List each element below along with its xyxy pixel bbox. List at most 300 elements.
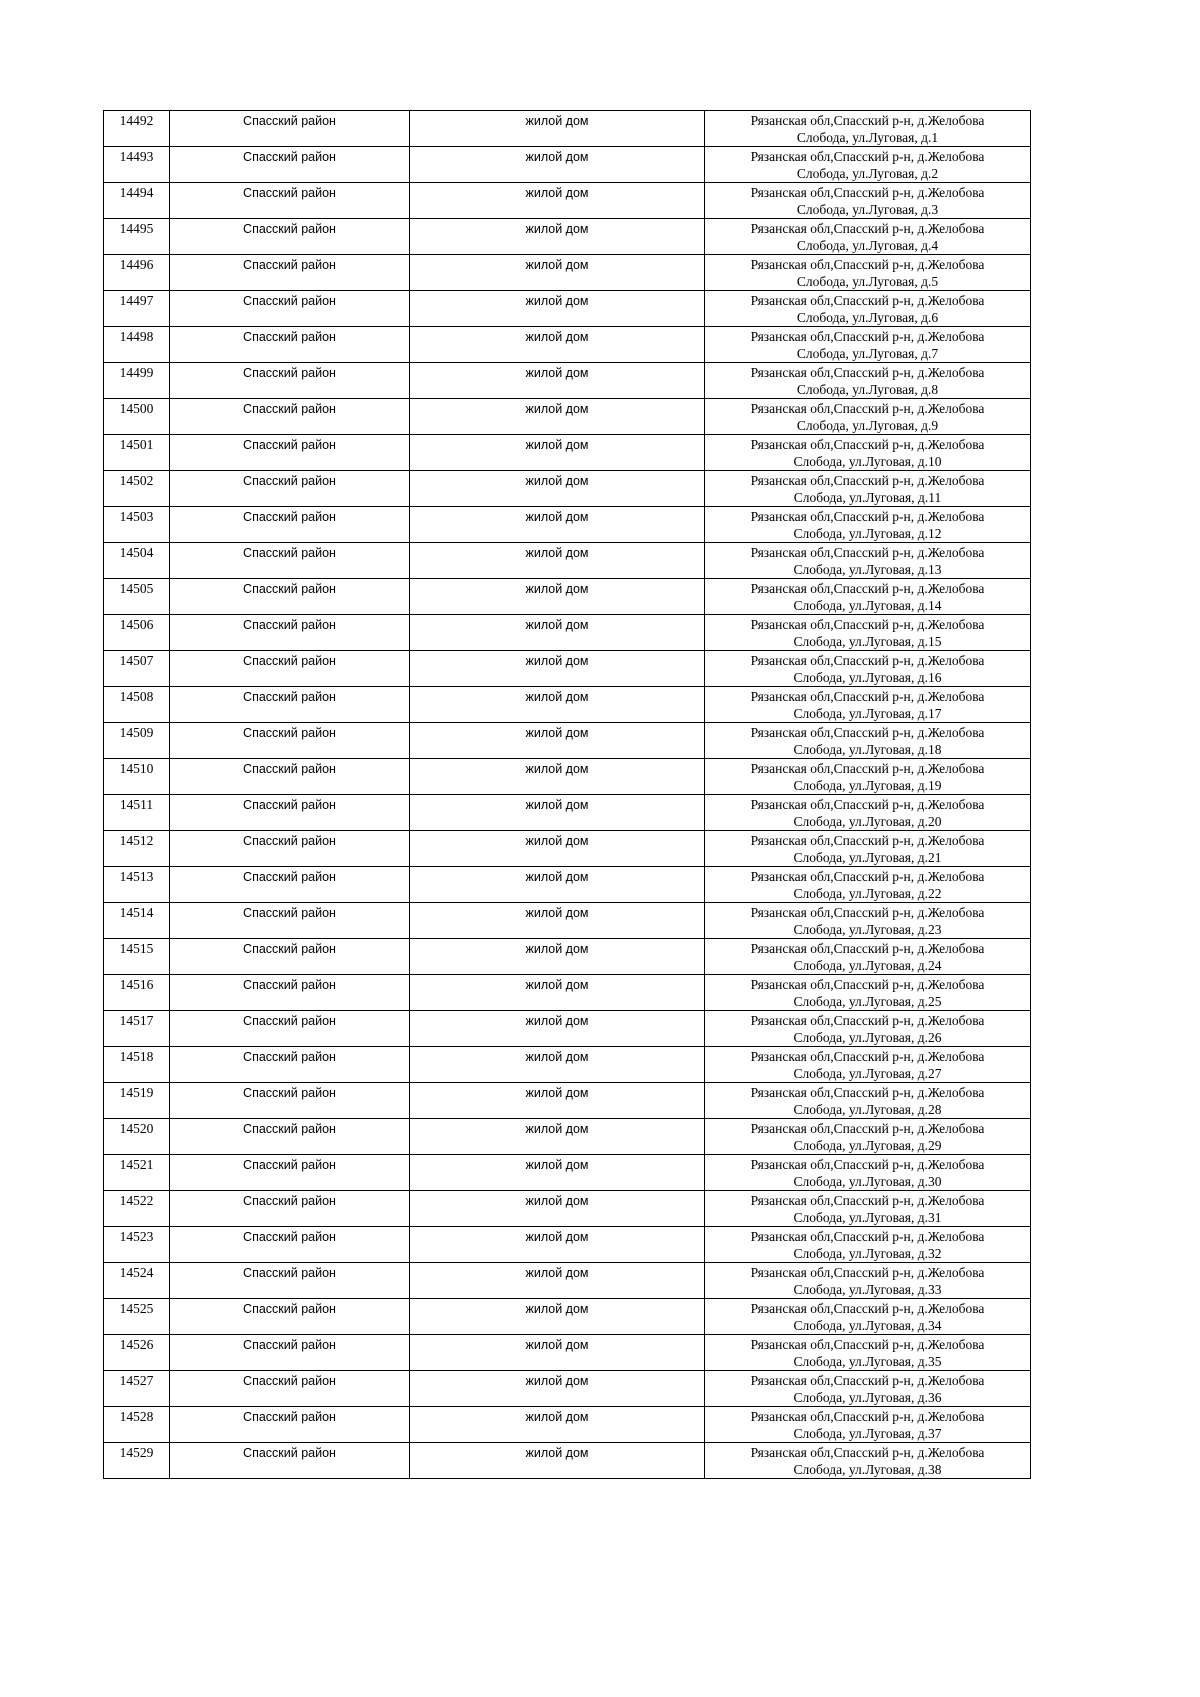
object-type-cell: [410, 1119, 705, 1155]
district-text: Спасский район: [243, 474, 336, 488]
record-number-cell: 14507: [104, 651, 170, 687]
table-row: [104, 687, 1031, 723]
address-line-2: Слобода, ул.Луговая, д.13: [793, 562, 942, 577]
object-type-cell: [410, 111, 705, 147]
district-text: Спасский район: [243, 1050, 336, 1064]
address-cell: [705, 615, 1031, 651]
district-text: Спасский район: [243, 1266, 336, 1280]
address-cell: [705, 903, 1031, 939]
object-type-cell: [410, 723, 705, 759]
district-cell: [170, 759, 410, 795]
district-text: Спасский район: [243, 1194, 336, 1208]
object-type-cell: [410, 651, 705, 687]
record-number-cell: 14522: [104, 1191, 170, 1227]
district-cell: [170, 471, 410, 507]
object-type-cell: [410, 183, 705, 219]
object-type-text: жилой дом: [525, 762, 589, 776]
object-type-text: жилой дом: [525, 1302, 589, 1316]
address-cell: [705, 1011, 1031, 1047]
object-type-text: жилой дом: [525, 1086, 589, 1100]
address-cell: [705, 651, 1031, 687]
object-type-text: жилой дом: [525, 870, 589, 884]
table-row: [104, 399, 1031, 435]
table-row: [104, 1335, 1031, 1371]
record-number-cell: 14495: [104, 219, 170, 255]
district-cell: [170, 975, 410, 1011]
object-type-cell: [410, 219, 705, 255]
object-type-text: жилой дом: [525, 1050, 589, 1064]
object-type-text: жилой дом: [525, 942, 589, 956]
address-line-1: Рязанская обл,Спасский р-н, д.Желобова: [750, 401, 985, 416]
address-line-2: Слобода, ул.Луговая, д.4: [796, 238, 939, 253]
table-row: [104, 795, 1031, 831]
district-cell: [170, 1011, 410, 1047]
address-line-1: Рязанская обл,Спасский р-н, д.Желобова: [750, 1121, 985, 1136]
district-cell: [170, 795, 410, 831]
district-text: Спасский район: [243, 942, 336, 956]
record-number-cell: 14529: [104, 1443, 170, 1479]
district-text: Спасский район: [243, 978, 336, 992]
district-text: Спасский район: [243, 114, 336, 128]
address-cell: [705, 1155, 1031, 1191]
table-row: [104, 255, 1031, 291]
record-number-cell: 14513: [104, 867, 170, 903]
object-type-cell: [410, 1335, 705, 1371]
table-row: [104, 723, 1031, 759]
address-line-1: Рязанская обл,Спасский р-н, д.Желобова: [750, 293, 985, 308]
district-text: Спасский район: [243, 870, 336, 884]
address-line-2: Слобода, ул.Луговая, д.37: [793, 1426, 942, 1441]
table-row: [104, 1443, 1031, 1479]
object-type-text: жилой дом: [525, 690, 589, 704]
district-cell: [170, 1191, 410, 1227]
address-line-1: Рязанская обл,Спасский р-н, д.Желобова: [750, 1013, 985, 1028]
object-type-text: жилой дом: [525, 834, 589, 848]
district-text: Спасский район: [243, 258, 336, 272]
object-type-cell: [410, 543, 705, 579]
object-type-cell: [410, 1083, 705, 1119]
address-cell: [705, 1263, 1031, 1299]
address-line-2: Слобода, ул.Луговая, д.2: [796, 166, 939, 181]
address-cell: [705, 1371, 1031, 1407]
district-cell: [170, 651, 410, 687]
table-row: [104, 615, 1031, 651]
record-number-cell: 14516: [104, 975, 170, 1011]
object-type-cell: [410, 1299, 705, 1335]
record-number-cell: 14523: [104, 1227, 170, 1263]
object-type-cell: [410, 579, 705, 615]
district-cell: [170, 399, 410, 435]
address-cell: [705, 939, 1031, 975]
object-type-text: жилой дом: [525, 330, 589, 344]
record-number-cell: 14520: [104, 1119, 170, 1155]
address-line-2: Слобода, ул.Луговая, д.26: [793, 1030, 942, 1045]
address-line-2: Слобода, ул.Луговая, д.11: [793, 490, 942, 505]
object-type-text: жилой дом: [525, 1446, 589, 1460]
address-line-1: Рязанская обл,Спасский р-н, д.Желобова: [750, 257, 985, 272]
address-line-2: Слобода, ул.Луговая, д.25: [793, 994, 942, 1009]
table-row: [104, 975, 1031, 1011]
address-line-2: Слобода, ул.Луговая, д.19: [793, 778, 942, 793]
record-number-cell: 14527: [104, 1371, 170, 1407]
object-type-cell: [410, 255, 705, 291]
object-type-text: жилой дом: [525, 1158, 589, 1172]
object-type-text: жилой дом: [525, 186, 589, 200]
district-text: Спасский район: [243, 222, 336, 236]
address-line-1: Рязанская обл,Спасский р-н, д.Желобова: [750, 545, 985, 560]
record-number-cell: 14498: [104, 327, 170, 363]
district-cell: [170, 615, 410, 651]
table-body: [104, 111, 1031, 1479]
record-number-cell: 14492: [104, 111, 170, 147]
address-line-1: Рязанская обл,Спасский р-н, д.Желобова: [750, 581, 985, 596]
address-cell: [705, 147, 1031, 183]
address-line-1: Рязанская обл,Спасский р-н, д.Желобова: [750, 797, 985, 812]
object-type-cell: [410, 1263, 705, 1299]
address-line-1: Рязанская обл,Спасский р-н, д.Желобова: [750, 1301, 985, 1316]
address-line-1: Рязанская обл,Спасский р-н, д.Желобова: [750, 113, 985, 128]
address-line-2: Слобода, ул.Луговая, д.6: [796, 310, 939, 325]
object-type-cell: [410, 1371, 705, 1407]
table-row: [104, 903, 1031, 939]
address-cell: [705, 363, 1031, 399]
record-number-cell: 14511: [104, 795, 170, 831]
address-line-2: Слобода, ул.Луговая, д.28: [793, 1102, 942, 1117]
district-cell: [170, 1443, 410, 1479]
table-row: [104, 435, 1031, 471]
district-text: Спасский район: [243, 1410, 336, 1424]
address-line-1: Рязанская обл,Спасский р-н, д.Желобова: [750, 1337, 985, 1352]
address-line-1: Рязанская обл,Спасский р-н, д.Желобова: [750, 1157, 985, 1172]
address-cell: [705, 507, 1031, 543]
district-cell: [170, 1407, 410, 1443]
district-cell: [170, 867, 410, 903]
object-type-text: жилой дом: [525, 1122, 589, 1136]
district-cell: [170, 1083, 410, 1119]
object-type-text: жилой дом: [525, 402, 589, 416]
record-number-cell: 14501: [104, 435, 170, 471]
object-type-cell: [410, 903, 705, 939]
record-number-cell: 14517: [104, 1011, 170, 1047]
district-text: Спасский район: [243, 654, 336, 668]
address-line-1: Рязанская обл,Спасский р-н, д.Желобова: [750, 617, 985, 632]
object-type-text: жилой дом: [525, 294, 589, 308]
record-number-cell: 14515: [104, 939, 170, 975]
district-cell: [170, 723, 410, 759]
object-type-cell: [410, 507, 705, 543]
table-row: [104, 183, 1031, 219]
table-row: [104, 507, 1031, 543]
table-row: [104, 219, 1031, 255]
table-row: [104, 363, 1031, 399]
address-cell: [705, 1119, 1031, 1155]
address-line-2: Слобода, ул.Луговая, д.27: [793, 1066, 942, 1081]
table-row: [104, 831, 1031, 867]
object-type-text: жилой дом: [525, 1410, 589, 1424]
object-type-cell: [410, 1191, 705, 1227]
district-text: Спасский район: [243, 366, 336, 380]
address-line-1: Рязанская обл,Спасский р-н, д.Желобова: [750, 725, 985, 740]
record-number-cell: 14524: [104, 1263, 170, 1299]
address-cell: [705, 1299, 1031, 1335]
record-number-cell: 14500: [104, 399, 170, 435]
object-type-cell: [410, 867, 705, 903]
district-cell: [170, 255, 410, 291]
address-cell: [705, 867, 1031, 903]
district-text: Спасский район: [243, 1446, 336, 1460]
record-number-cell: 14505: [104, 579, 170, 615]
address-line-1: Рязанская обл,Спасский р-н, д.Желобова: [750, 437, 985, 452]
object-type-text: жилой дом: [525, 114, 589, 128]
address-cell: [705, 435, 1031, 471]
address-line-1: Рязанская обл,Спасский р-н, д.Желобова: [750, 653, 985, 668]
table-row: [104, 1263, 1031, 1299]
address-line-1: Рязанская обл,Спасский р-н, д.Желобова: [750, 1193, 985, 1208]
address-cell: [705, 795, 1031, 831]
object-type-text: жилой дом: [525, 582, 589, 596]
address-line-2: Слобода, ул.Луговая, д.7: [796, 346, 939, 361]
address-line-1: Рязанская обл,Спасский р-н, д.Желобова: [750, 941, 985, 956]
object-type-cell: [410, 399, 705, 435]
address-line-2: Слобода, ул.Луговая, д.29: [793, 1138, 942, 1153]
object-type-text: жилой дом: [525, 798, 589, 812]
address-line-1: Рязанская обл,Спасский р-н, д.Желобова: [750, 1373, 985, 1388]
district-text: Спасский район: [243, 510, 336, 524]
object-type-text: жилой дом: [525, 978, 589, 992]
district-text: Спасский район: [243, 1158, 336, 1172]
object-type-cell: [410, 1227, 705, 1263]
address-cell: [705, 1191, 1031, 1227]
object-type-text: жилой дом: [525, 546, 589, 560]
table-row: [104, 1299, 1031, 1335]
district-text: Спасский район: [243, 1374, 336, 1388]
table-row: [104, 1371, 1031, 1407]
district-text: Спасский район: [243, 726, 336, 740]
district-text: Спасский район: [243, 762, 336, 776]
district-cell: [170, 1263, 410, 1299]
district-cell: [170, 1155, 410, 1191]
record-number-cell: 14506: [104, 615, 170, 651]
address-cell: [705, 579, 1031, 615]
table-row: [104, 579, 1031, 615]
object-type-cell: [410, 759, 705, 795]
address-line-2: Слобода, ул.Луговая, д.34: [793, 1318, 942, 1333]
table-row: [104, 111, 1031, 147]
record-number-cell: 14519: [104, 1083, 170, 1119]
district-text: Спасский район: [243, 1014, 336, 1028]
record-number-cell: 14496: [104, 255, 170, 291]
district-cell: [170, 687, 410, 723]
object-type-cell: [410, 1155, 705, 1191]
object-type-cell: [410, 615, 705, 651]
record-number-cell: 14508: [104, 687, 170, 723]
object-type-text: жилой дом: [525, 150, 589, 164]
object-type-text: жилой дом: [525, 906, 589, 920]
address-cell: [705, 471, 1031, 507]
table-row: [104, 1407, 1031, 1443]
address-line-2: Слобода, ул.Луговая, д.35: [793, 1354, 942, 1369]
object-type-cell: [410, 687, 705, 723]
object-type-text: жилой дом: [525, 222, 589, 236]
address-line-1: Рязанская обл,Спасский р-н, д.Желобова: [750, 365, 985, 380]
district-cell: [170, 111, 410, 147]
address-cell: [705, 759, 1031, 795]
address-line-2: Слобода, ул.Луговая, д.38: [793, 1462, 942, 1477]
record-number-cell: 14502: [104, 471, 170, 507]
record-number-cell: 14510: [104, 759, 170, 795]
address-cell: [705, 327, 1031, 363]
table-row: [104, 867, 1031, 903]
district-text: Спасский район: [243, 582, 336, 596]
district-cell: [170, 1335, 410, 1371]
object-type-text: жилой дом: [525, 654, 589, 668]
object-type-text: жилой дом: [525, 474, 589, 488]
record-number-cell: 14514: [104, 903, 170, 939]
address-line-1: Рязанская обл,Спасский р-н, д.Желобова: [750, 761, 985, 776]
object-type-cell: [410, 1047, 705, 1083]
address-cell: [705, 975, 1031, 1011]
district-text: Спасский район: [243, 402, 336, 416]
district-cell: [170, 1227, 410, 1263]
record-number-cell: 14512: [104, 831, 170, 867]
record-number-cell: 14521: [104, 1155, 170, 1191]
address-line-1: Рязанская обл,Спасский р-н, д.Желобова: [750, 221, 985, 236]
table-row: [104, 1047, 1031, 1083]
record-number-cell: 14504: [104, 543, 170, 579]
address-cell: [705, 219, 1031, 255]
address-line-1: Рязанская обл,Спасский р-н, д.Желобова: [750, 1049, 985, 1064]
object-type-text: жилой дом: [525, 366, 589, 380]
address-line-1: Рязанская обл,Спасский р-н, д.Желобова: [750, 1229, 985, 1244]
address-cell: [705, 255, 1031, 291]
table-row: [104, 1083, 1031, 1119]
address-cell: [705, 543, 1031, 579]
table-row: [104, 147, 1031, 183]
record-number-cell: 14493: [104, 147, 170, 183]
address-line-1: Рязанская обл,Спасский р-н, д.Желобова: [750, 1409, 985, 1424]
table-row: [104, 327, 1031, 363]
address-line-1: Рязанская обл,Спасский р-н, д.Желобова: [750, 1265, 985, 1280]
district-text: Спасский район: [243, 546, 336, 560]
address-line-2: Слобода, ул.Луговая, д.8: [796, 382, 939, 397]
address-line-2: Слобода, ул.Луговая, д.22: [793, 886, 942, 901]
address-line-2: Слобода, ул.Луговая, д.9: [796, 418, 939, 433]
record-number-cell: 14499: [104, 363, 170, 399]
object-type-text: жилой дом: [525, 1194, 589, 1208]
address-cell: [705, 1083, 1031, 1119]
object-type-text: жилой дом: [525, 618, 589, 632]
object-type-cell: [410, 291, 705, 327]
address-cell: [705, 1047, 1031, 1083]
address-cell: [705, 1335, 1031, 1371]
district-cell: [170, 507, 410, 543]
address-cell: [705, 687, 1031, 723]
district-text: Спасский район: [243, 618, 336, 632]
address-line-1: Рязанская обл,Спасский р-н, д.Желобова: [750, 905, 985, 920]
object-type-text: жилой дом: [525, 1230, 589, 1244]
district-cell: [170, 363, 410, 399]
buildings-table: [103, 110, 1031, 1479]
address-line-1: Рязанская обл,Спасский р-н, д.Желобова: [750, 869, 985, 884]
address-line-1: Рязанская обл,Спасский р-н, д.Желобова: [750, 977, 985, 992]
address-line-1: Рязанская обл,Спасский р-н, д.Желобова: [750, 1445, 985, 1460]
district-text: Спасский район: [243, 150, 336, 164]
record-number-cell: 14525: [104, 1299, 170, 1335]
address-cell: [705, 1227, 1031, 1263]
table-row: [104, 1155, 1031, 1191]
district-cell: [170, 543, 410, 579]
address-cell: [705, 291, 1031, 327]
district-cell: [170, 147, 410, 183]
table-row: [104, 759, 1031, 795]
address-line-2: Слобода, ул.Луговая, д.10: [793, 454, 942, 469]
address-line-2: Слобода, ул.Луговая, д.24: [793, 958, 942, 973]
district-cell: [170, 1119, 410, 1155]
district-text: Спасский район: [243, 1338, 336, 1352]
record-number-cell: 14503: [104, 507, 170, 543]
district-cell: [170, 939, 410, 975]
address-cell: [705, 1407, 1031, 1443]
address-line-2: Слобода, ул.Луговая, д.3: [796, 202, 939, 217]
record-number-cell: 14509: [104, 723, 170, 759]
address-line-1: Рязанская обл,Спасский р-н, д.Желобова: [750, 473, 985, 488]
address-line-2: Слобода, ул.Луговая, д.12: [793, 526, 942, 541]
table-row: [104, 543, 1031, 579]
district-text: Спасский район: [243, 798, 336, 812]
district-cell: [170, 435, 410, 471]
address-line-2: Слобода, ул.Луговая, д.33: [793, 1282, 942, 1297]
district-text: Спасский район: [243, 330, 336, 344]
object-type-text: жилой дом: [525, 1338, 589, 1352]
district-text: Спасский район: [243, 690, 336, 704]
table-row: [104, 651, 1031, 687]
address-line-2: Слобода, ул.Луговая, д.21: [793, 850, 942, 865]
district-cell: [170, 327, 410, 363]
address-line-2: Слобода, ул.Луговая, д.32: [793, 1246, 942, 1261]
table-row: [104, 939, 1031, 975]
address-line-2: Слобода, ул.Луговая, д.31: [793, 1210, 942, 1225]
address-line-2: Слобода, ул.Луговая, д.30: [793, 1174, 942, 1189]
object-type-text: жилой дом: [525, 1266, 589, 1280]
object-type-cell: [410, 831, 705, 867]
record-number-cell: 14528: [104, 1407, 170, 1443]
object-type-cell: [410, 1011, 705, 1047]
object-type-cell: [410, 795, 705, 831]
district-text: Спасский район: [243, 438, 336, 452]
address-line-2: Слобода, ул.Луговая, д.18: [793, 742, 942, 757]
table-row: [104, 471, 1031, 507]
address-cell: [705, 723, 1031, 759]
object-type-cell: [410, 1407, 705, 1443]
address-line-2: Слобода, ул.Луговая, д.16: [793, 670, 942, 685]
address-line-1: Рязанская обл,Спасский р-н, д.Желобова: [750, 185, 985, 200]
district-text: Спасский район: [243, 1230, 336, 1244]
object-type-cell: [410, 147, 705, 183]
address-cell: [705, 1443, 1031, 1479]
address-line-1: Рязанская обл,Спасский р-н, д.Желобова: [750, 689, 985, 704]
object-type-text: жилой дом: [525, 510, 589, 524]
table-row: [104, 1011, 1031, 1047]
address-cell: [705, 111, 1031, 147]
district-text: Спасский район: [243, 1122, 336, 1136]
district-text: Спасский район: [243, 294, 336, 308]
district-text: Спасский район: [243, 1302, 336, 1316]
object-type-cell: [410, 471, 705, 507]
object-type-cell: [410, 327, 705, 363]
district-text: Спасский район: [243, 186, 336, 200]
district-cell: [170, 219, 410, 255]
district-cell: [170, 579, 410, 615]
